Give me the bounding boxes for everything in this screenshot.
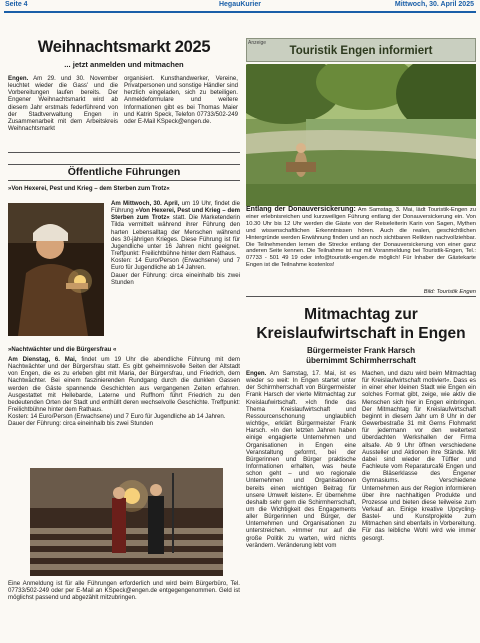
flea-body1: Am Samstag, 17. Mai, ist es wieder so weit: In Engen startet unter der Schirmherrschaft von Bürgermeister Frank Harsch der vierte Mitmachtag zur Kreislaufwirtschaft. »Ich finde das Thema Kreislaufwirtschaft und Ressourcenschonung unglaublich wichtig«, erklärt Bürgermeister Frank Harsch. »In den letzten Jahren haben einige engagierte Unternehmen und Organisationen in Engen eine Veranstaltung geformt, bei der Bürgerinnen und Bürger praktische Informationen erhalten, was heute schon geht – und wo regionale Unternehmen und Organisationen bereits einen wichtigen Beitrag für unsere Umwelt leisten«. Er übernehme deshalb sehr gern die Schirmherrschaft, um die Wichtigkeit des Engagements aller Bürgerinnen und Bürger, der Unternehmen und Organisationen zu unterstreichen. »Immer nur auf die große Politik zu warten, wird nichts verändern. Veränderung lebt vom (246, 370, 356, 549)
ad-caption-text: Am Samstag, 3. Mai, lädt Touristik-Engen zu einer erlebnisreichen und kurzweiligen Führung entlang der Donauversickerung ein. Von 10.30 Uhr bis 12 Uhr werden die Gäste von der Reiseleiterin Karin von Sagen, Mythen und wissenschaftlichen Erkenntnissen hören. Auch die realen, geschichtlichen Hintergründe werden Erwähnung finden und an noch sichtbaren Relikten nachvollziehbar. Die Teilnehmenden lernen die Strecke entlang der Donauversickerung von einer ganz anderen Seite kennen. Die Teilnahme ist nur mit Voranmeldung bei Touristik-Engen, Tel.: 07733 - 501 49 19 oder info@touristik-engen.de möglich! Für Inhaber der Gästekarte Engen ist die Teilnahme kostenlos! (246, 207, 476, 269)
tour2-lead: Am Dienstag, 6. Mai, (8, 356, 77, 363)
market-body1: Am 29. und 30. November leuchtet wieder die Gass' und die Vorbereitungen laufen bereits. Der Engener Weihnachtsmarkt wird ab diesem Jahr erstmals federführend von der Stadtverwaltung Engen in Zusammenarbeit mit dem Arbeitskreis Weihnachtsmarkt (8, 75, 118, 133)
tour2-duration: Dauer der Führung: circa eineinhalb bis zwei Stunden (8, 420, 153, 428)
flea-subtitle (246, 346, 476, 366)
tour1-text (111, 200, 240, 286)
ad-caption-lead: Entlang der Donauversickerung: (246, 206, 356, 213)
flea-col2: Machen, und dazu wird beim Mitmachtag für Kreislaufwirtschaft motiviert«. Dass es in einer eher kleinen Stadt wie Engen ein solches Format gibt, zeige, wie aktiv die Menschen sich hier in Engen einbringen. Der Mitmachtag für Kreislaufwirtschaft beginnt in diesem Jahr um 8 Uhr in der Gewerbestraße 31 mit Gerns Flohmarkt für jedermann vor den weitertest überdachten Werkshallen der Firma allsafe. Ab 9 Uhr öffnen verschiedene Aussteller und Aktionen ihre Stände. Mit dabei sind wieder die Tüftler und Fachleute vom Reparaturcafé Engen und die Bläserklasse des Engener Gymnasiums. Verschiedene Unternehmen aus der Region informieren über ihre nachhaltigen Produkte und Prozesse und bieten diese teilweise zum Verkauf an. Einige kreative Upcycling-Bastel- und Kunstprojekte zum Mitmachen sind ebenfalls in Vorbereitung. Für das leibliche Wohl wird wie immer gesorgt. (362, 370, 476, 542)
market-col1 (8, 75, 118, 132)
market-title: Weihnachtsmarkt 2025 (37, 38, 211, 56)
tours-footer: Eine Anmeldung ist für alle Führungen erforderlich und wird beim Bürgerbüro, Tel. 07733/502-249 oder per E-Mail an KSpeck@engen.de entgegengenommen. Geld ist möglichst passend und abgezählt mitzubringen. (8, 580, 240, 602)
flea-title-line2: Kreislaufwirtschaft in Engen (256, 325, 466, 342)
market-lead: Engen. (8, 75, 29, 82)
tour2-heading: »Nachtwächter und die Bürgersfrau « (8, 346, 117, 353)
tour1-cost: Kosten: 14 Euro/Person (Erwachsene) und 7 Euro für Jugendliche ab 14 Jahren. (111, 257, 240, 272)
issue-date: Mittwoch, 30. April 2025 (394, 1, 474, 8)
market-col2: organisiert. Kunsthandwerker, Vereine, Privatpersonen und sonstige Händler sind herzlich eingeladen, sich zu beteiligen. Anmeldeformulare und weitere Informationen gibt es bei Thomas Maier und Katrin Speck, Telefon 07733/502-249 oder E-Mail KSpeck@engen.de. (124, 75, 238, 125)
tours-section-title: Öffentliche Führungen (67, 166, 181, 178)
market-subtitle: ... jetzt anmelden und mitmachen (64, 60, 184, 69)
nachtwaechter-photo (30, 468, 223, 576)
flea-lead: Engen. (246, 370, 267, 377)
newspaper-name: HegauKurier (218, 1, 261, 8)
ad-caption (246, 207, 476, 269)
flea-sub-line1: Bürgermeister Frank Harsch (306, 346, 416, 355)
flea-col1 (246, 370, 356, 549)
marketenderin-photo (8, 203, 104, 336)
tour1-body: statt. Die Marketenderin Tilda vermittelt während ihrer Führung den harten Lebensalltag der Menschen während des 30-jährigen Krieges. Diese Führung ist für Jugendliche unter 16 Jahren nicht geeignet. Treffpunkt: Freilichtbühne hinter dem Rathaus. (111, 214, 240, 258)
flea-sub-line2: übernimmt Schirmherrschaft (306, 356, 416, 365)
tour1-intro: um 19 Uhr, findet die Führung (111, 200, 240, 215)
tour1-duration: Dauer der Führung: circa eineinhalb bis zwei Stunden (111, 271, 240, 286)
header-rule (4, 11, 476, 13)
flea-title (246, 305, 476, 343)
market-rule (8, 152, 240, 153)
tours-rule-top (8, 164, 240, 165)
donauversickerung-photo (246, 64, 476, 206)
tour2-body: findet um 19 Uhr die abendliche Führung mit dem Nachtwächter und der Bürgersfrau statt. Es gibt geheimnisvolle Seiten der Altstadt von Engen, die es zu erleben gibt mit Maria, der Bürgersfrau, und Friedrich, dem Nachtwächter. Bei einem faszinierenden Rundgang durch die dunklen Gassen werden die Gäste spannende Geschichten aus vergangenen Zeiten erfahren. Ausgestattet mit Hellebarde, Laterne und Ruffhorn führt Friedrich zu den bedeutenden Orten der Stadt und enthüllt deren wechselvolle Geschichte. Treffpunkt: Freilichtbühne hinter dem Rathaus. (8, 356, 240, 414)
ad-credit: Bild: Touristik Engen (423, 289, 476, 295)
tour2-cost: Kosten: 14 Euro/Person (Erwachsene) und 7 Euro für Jugendliche ab 14 Jahren. (8, 413, 226, 421)
flea-title-line1: Mitmachtag zur (304, 306, 418, 323)
tour2-text (8, 356, 240, 428)
tour1-lead: Am Mittwoch, 30. April, (111, 200, 180, 207)
flea-rule (246, 296, 476, 297)
tours-rule-bottom (8, 180, 240, 181)
tour1-title: »Von Hexerei, Pest und Krieg – dem Sterben zum Trotz« (111, 207, 240, 222)
tour1-heading: »Von Hexerei, Pest und Krieg – dem Sterben zum Trotz« (8, 185, 170, 192)
ad-title: Touristik Engen informiert (289, 45, 433, 57)
page-number: Seite 4 (5, 1, 28, 8)
ad-label: Anzeige (248, 40, 267, 46)
